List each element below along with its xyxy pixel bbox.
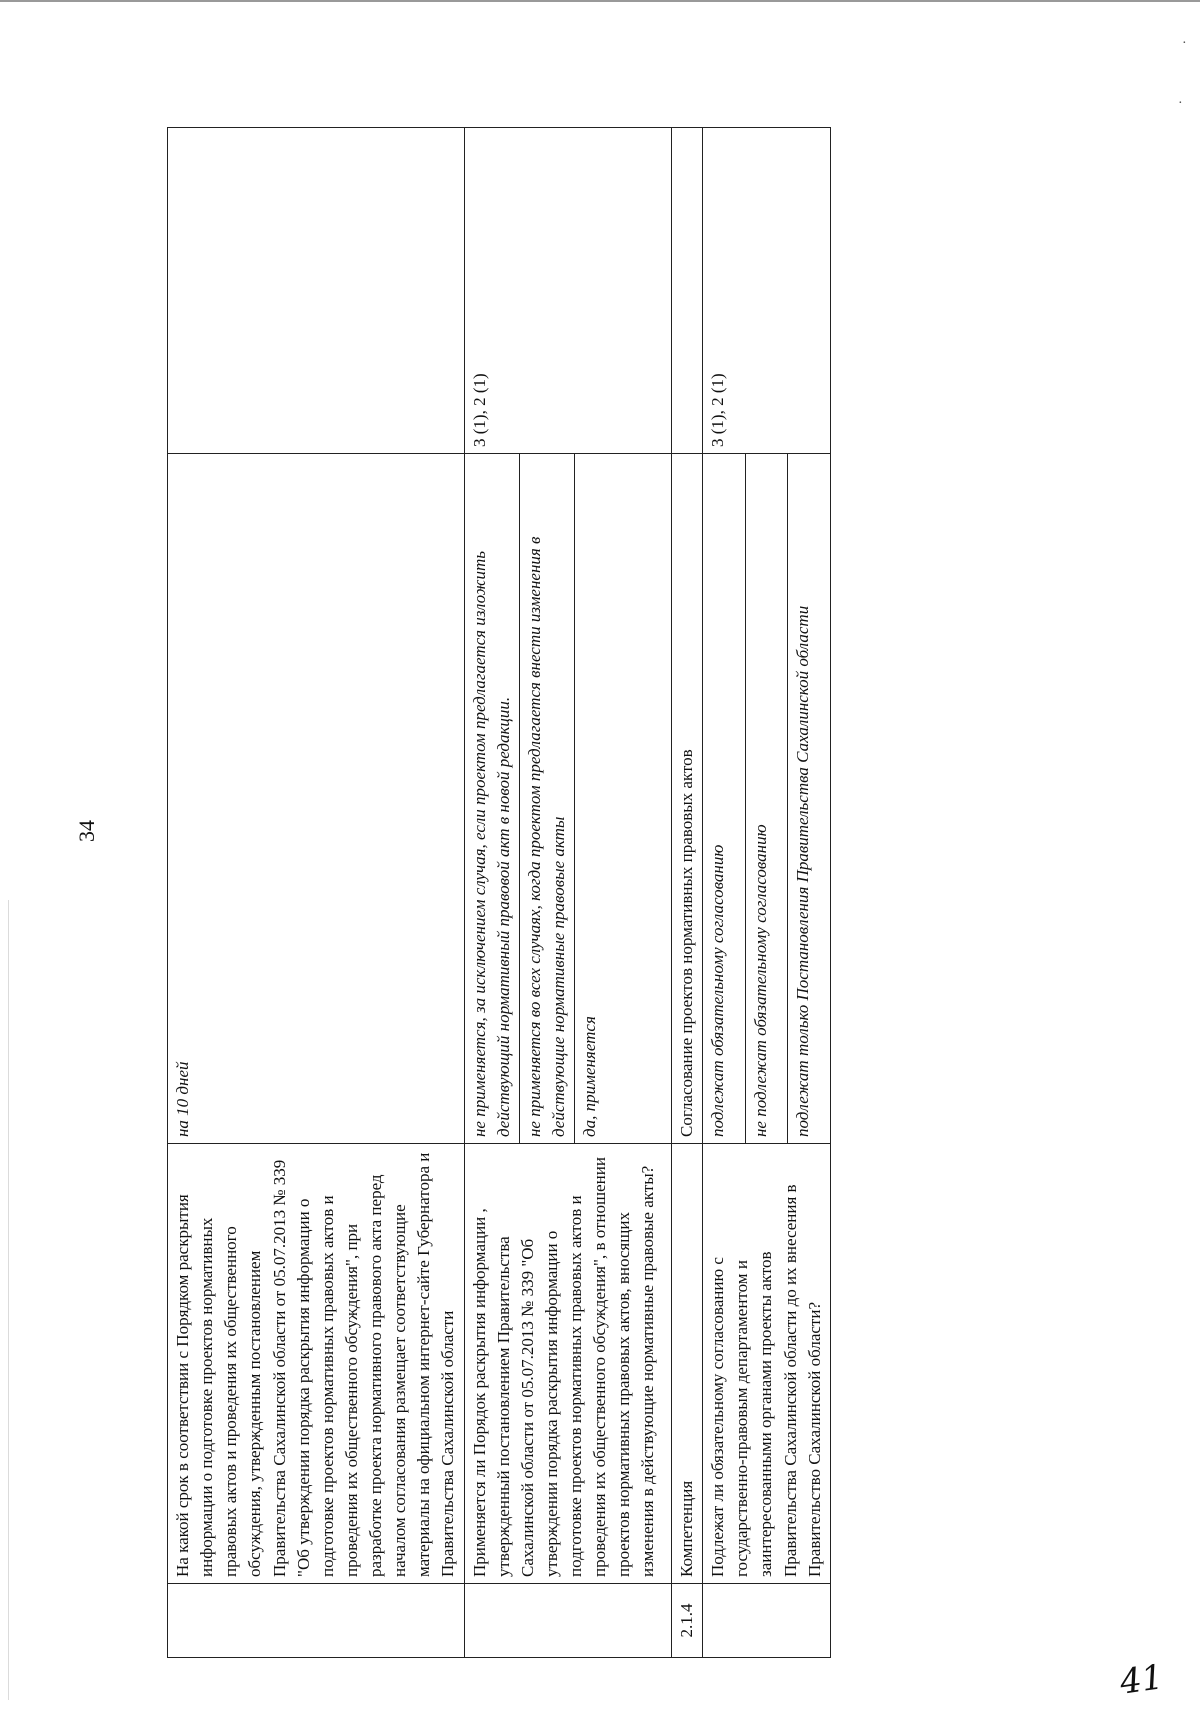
questions-table (167, 127, 831, 1658)
reference-cell (168, 128, 465, 454)
reference-cell: 3 (1), 2 (1) (703, 128, 831, 454)
scan-speck: · (1178, 96, 1183, 111)
page-number: 34 (74, 820, 99, 842)
table-row (703, 128, 746, 1658)
answer-option: да, применяется (575, 454, 672, 1144)
table-row (168, 128, 465, 1658)
question-text: На какой срок в соответствии с Порядком раскрытия информации о подготовке проектов нормативных правовых актов и проведения их общественного обсуждения, утвержденным постановлением Правительства Сахалинской области от 05.07.2013 № 339 "Об утверждении порядка раскрытия информации о подготовке проектов нормативных правовых актов и проведения их общественного обсуждения", при разработке проекта нормативного правового акта перед началом согласования размещает соответствующие материалы на официальном интернет-сайте Губернатора и Правительства Сахалинской области (168, 1144, 465, 1584)
answer-option: не применяется, за исключением случая, если проектом предлагается изложить действующий нормативный правовой акт в новой редакции. (464, 454, 519, 1144)
answer-option: не применяется во всех случаях, когда проектом предлагается внести изменения в действующие нормативные правовые акты (519, 454, 574, 1144)
scan-speck: · (1182, 36, 1187, 51)
table-row (672, 128, 703, 1658)
handwritten-page-mark: 41 (1117, 1657, 1166, 1703)
answer-option: на 10 дней (168, 454, 465, 1144)
answer-option: не подлежат обязательному согласованию (745, 454, 788, 1144)
answer-option: подлежат только Постановления Правительства Сахалинской области (788, 454, 831, 1144)
row-number (464, 1584, 672, 1658)
reference-cell: 3 (1), 2 (1) (464, 128, 672, 454)
reference-cell (672, 128, 703, 454)
row-number (703, 1584, 831, 1658)
question-text: Подлежат ли обязательному согласованию с государственно-правовым департаментом и заинтересованными органами проекты актов Правительства Сахалинской области до их внесения в Правительство Сахалинской области? (703, 1144, 831, 1584)
rotated-document (167, 128, 1200, 1658)
table-row (464, 128, 519, 1658)
section-label: Компетенция (672, 1144, 703, 1584)
answer-option: подлежат обязательному согласованию (703, 454, 746, 1144)
row-number (168, 1584, 465, 1658)
section-number: 2.1.4 (672, 1584, 703, 1658)
section-title: Согласование проектов нормативных правовых актов (672, 454, 703, 1144)
scan-edge-left (8, 900, 9, 1700)
scan-edge-top (0, 0, 1200, 2)
question-text: Применяется ли Порядок раскрытия информации , утвержденный постановлением Правительства Сахалинской области от 05.07.2013 № 339 "Об утверждении порядка раскрытия информации о подготовке проектов нормативных правовых актов и проведения их общественного обсуждения", в отношении проектов нормативных правовых актов, вносящих изменения в действующие нормативные правовые акты? (464, 1144, 672, 1584)
